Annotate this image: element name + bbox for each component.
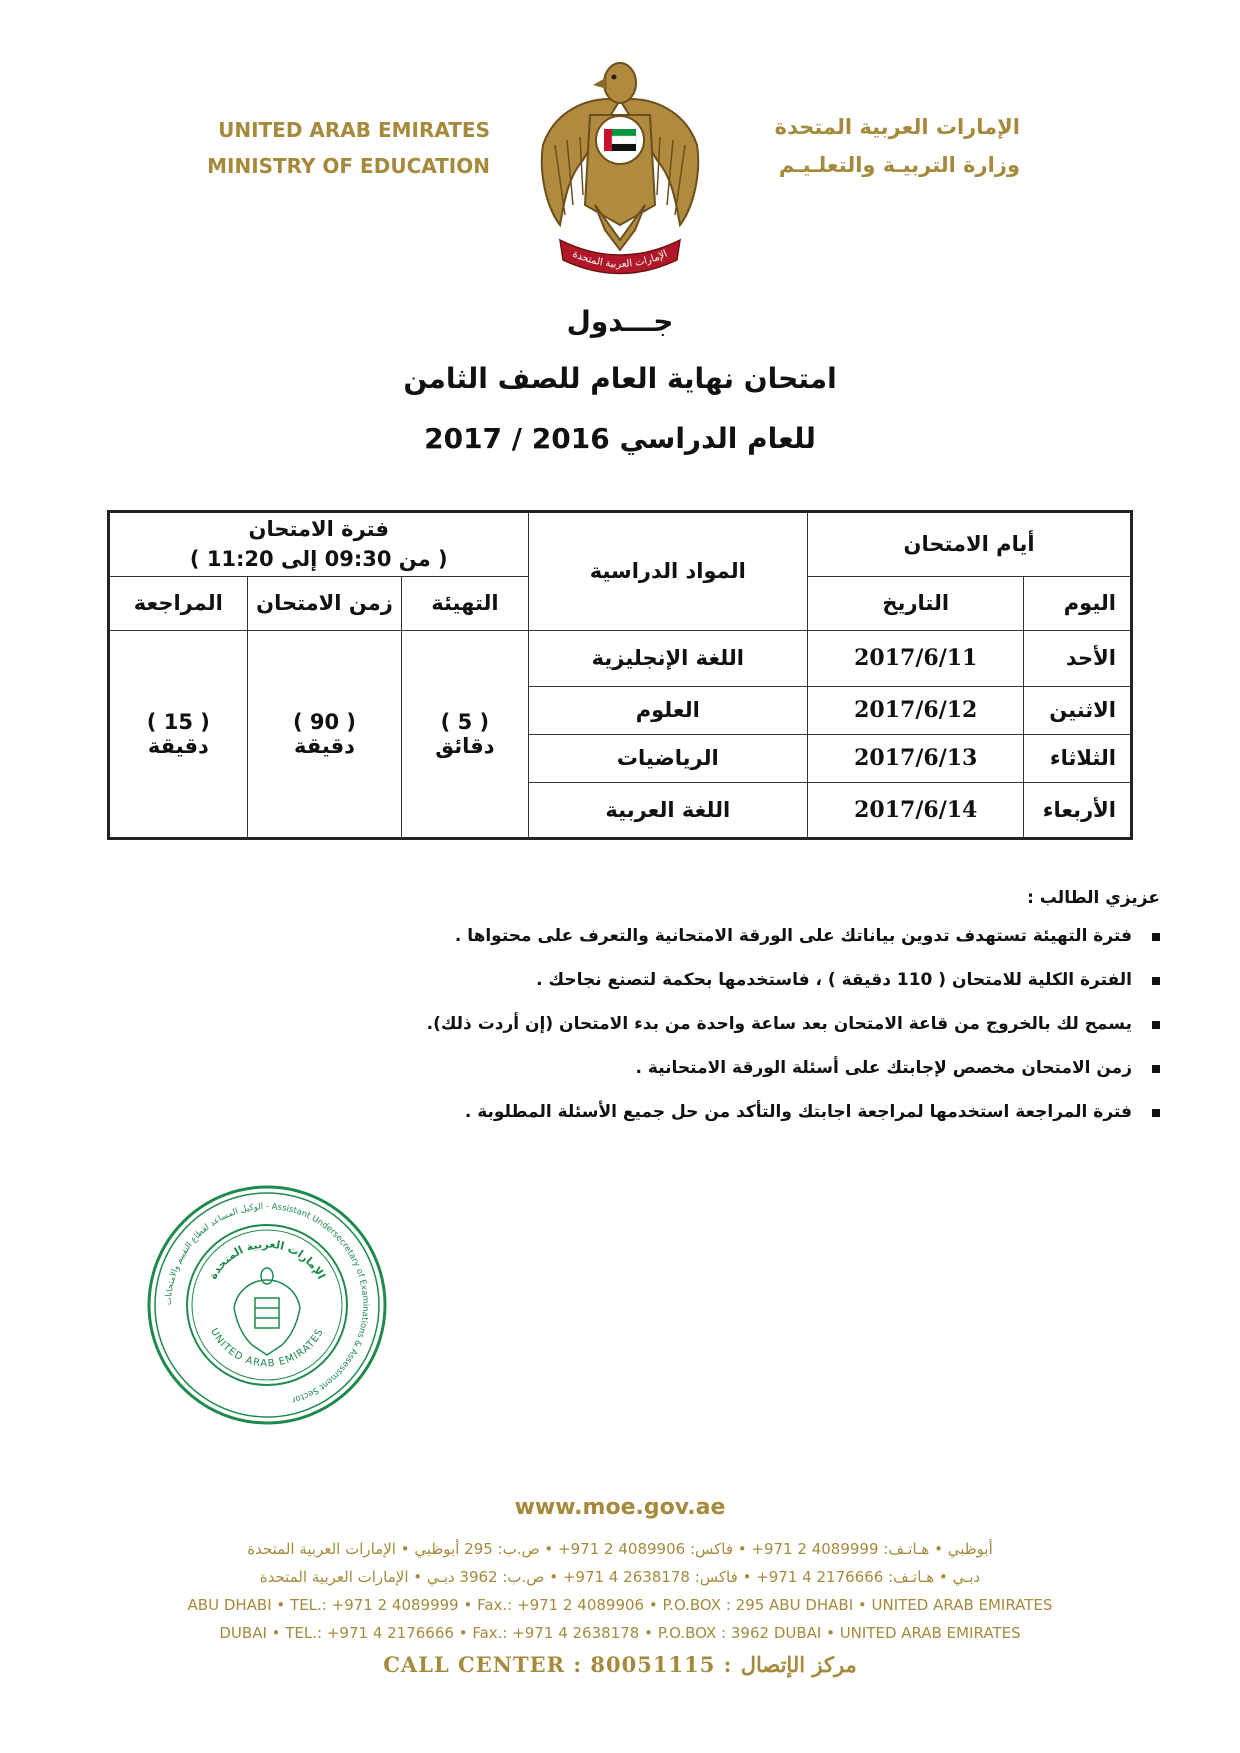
- notes-list: [380, 924, 1160, 1124]
- seal-inner-en: UNITED ARAB EMIRATES: [207, 1326, 326, 1370]
- footer-abudhabi-ar: أبوظبي • هـاتـف: 4089999 2 971+ • فاكس: 4089906 2 971+ • ص.ب: 295 أبوظبي • الإمارات العربية المتحدة: [247, 1540, 993, 1558]
- exam-schedule-table: [107, 510, 1133, 840]
- student-notes: [380, 888, 1160, 1144]
- bullet-icon: [1152, 1065, 1160, 1073]
- list-item: [380, 968, 1132, 992]
- review-duration: [109, 630, 248, 838]
- period-time: ( من 09:30 إلى 11:20 ): [189, 547, 448, 572]
- academic-year: للعام الدراسي 2016 / 2017: [424, 422, 816, 455]
- date-cell: 2017/6/11: [808, 630, 1024, 686]
- footer-abudhabi-en: ABU DHABI • TEL.: +971 2 4089999 • Fax.: +971 2 4089906 • P.O.BOX : 295 ABU DHABI • UNITED ARAB EMIRATES: [187, 1596, 1053, 1614]
- day-cell: الأربعاء: [1024, 782, 1132, 838]
- prep-column-header: التهيئة: [402, 576, 528, 630]
- ministry-title-ar: وزارة التربيـة والتعلـيـم: [778, 153, 1020, 177]
- period-title: فترة الامتحان: [248, 517, 389, 542]
- note-text: يسمح لك بالخروج من قاعة الامتحان بعد ساعة واحدة من بدء الامتحان (إن أردت ذلك).: [426, 1014, 1132, 1034]
- seal-inner-ar: الإمارات العربية المتحدة: [206, 1237, 328, 1282]
- review-value: ( 15 ): [146, 709, 210, 734]
- prep-value: ( 5 ): [440, 709, 490, 734]
- bullet-icon: [1152, 1109, 1160, 1117]
- schedule-heading: جـــدول: [566, 305, 674, 338]
- day-cell: الاثنين: [1024, 686, 1132, 734]
- notes-heading: عزيزي الطالب :: [1027, 888, 1160, 908]
- subject-cell: الرياضيات: [528, 734, 808, 782]
- date-cell: 2017/6/14: [808, 782, 1024, 838]
- day-column-header: اليوم: [1024, 576, 1132, 630]
- list-item: [380, 1100, 1132, 1124]
- day-cell: الأحد: [1024, 630, 1132, 686]
- exam-unit: دقيقة: [294, 733, 355, 758]
- list-item: [380, 924, 1132, 948]
- exam-duration: [247, 630, 402, 838]
- days-header: أيام الامتحان: [808, 512, 1132, 577]
- footer-dubai-ar: دبـي • هـاتـف: 2176666 4 971+ • فاكس: 2638178 4 971+ • ص.ب: 3962 دبـي • الإمارات العربية المتحدة: [259, 1568, 981, 1586]
- ministry-name-ar: [750, 108, 1020, 184]
- review-unit: دقيقة: [147, 733, 209, 758]
- note-text: الفترة الكلية للامتحان ( 110 دقيقة ) ، فاستخدمها بحكمة لتصنع نجاحك .: [536, 970, 1132, 990]
- table-row: [109, 630, 1132, 686]
- prep-duration: [402, 630, 528, 838]
- footer-dubai-en: DUBAI • TEL.: +971 4 2176666 • Fax.: +971 4 2638178 • P.O.BOX : 3962 DUBAI • UNITED ARAB EMIRATES: [219, 1624, 1021, 1642]
- subjects-header: المواد الدراسية: [528, 512, 808, 631]
- emblem-ribbon-text: الإمارات العربية المتحدة: [570, 248, 670, 271]
- bullet-icon: [1152, 977, 1160, 985]
- exam-title: امتحان نهاية العام للصف الثامن: [403, 362, 837, 395]
- call-center: CALL CENTER : 80051115 : مركز الإتصال: [383, 1652, 857, 1677]
- country-name-ar: الإمارات العربية المتحدة: [774, 115, 1020, 139]
- subject-cell: اللغة العربية: [528, 782, 808, 838]
- subject-cell: العلوم: [528, 686, 808, 734]
- website-link[interactable]: www.moe.gov.ae: [514, 1495, 726, 1520]
- date-column-header: التاريخ: [808, 576, 1024, 630]
- exam-time-column-header: زمن الامتحان: [247, 576, 402, 630]
- seal-outer-text: الوكيل المساعد لقطاع التقييم والامتحانات - Assistant Undersecretary of Examinations & Assessment Sector: [163, 1201, 371, 1405]
- date-cell: 2017/6/12: [808, 686, 1024, 734]
- list-item: [380, 1012, 1132, 1036]
- prep-unit: دقائق: [435, 733, 495, 758]
- list-item: [380, 1056, 1132, 1080]
- subject-cell: اللغة الإنجليزية: [528, 630, 808, 686]
- note-text: فترة المراجعة استخدمها لمراجعة اجابتك والتأكد من حل جميع الأسئلة المطلوبة .: [464, 1102, 1132, 1122]
- exam-value: ( 90 ): [292, 709, 357, 734]
- note-text: زمن الامتحان مخصص لإجابتك على أسئلة الورقة الامتحانية .: [635, 1058, 1132, 1078]
- period-header: [109, 512, 529, 577]
- ministry-title-en: MINISTRY OF EDUCATION: [207, 154, 490, 178]
- uae-emblem-icon: [535, 55, 705, 280]
- ministry-name-en: [150, 112, 490, 184]
- country-name-en: UNITED ARAB EMIRATES: [218, 118, 490, 142]
- date-cell: 2017/6/13: [808, 734, 1024, 782]
- day-cell: الثلاثاء: [1024, 734, 1132, 782]
- official-seal-icon: [142, 1180, 392, 1430]
- review-column-header: المراجعة: [109, 576, 248, 630]
- bullet-icon: [1152, 933, 1160, 941]
- note-text: فترة التهيئة تستهدف تدوين بياناتك على الورقة الامتحانية والتعرف على محتواها .: [454, 926, 1132, 946]
- bullet-icon: [1152, 1021, 1160, 1029]
